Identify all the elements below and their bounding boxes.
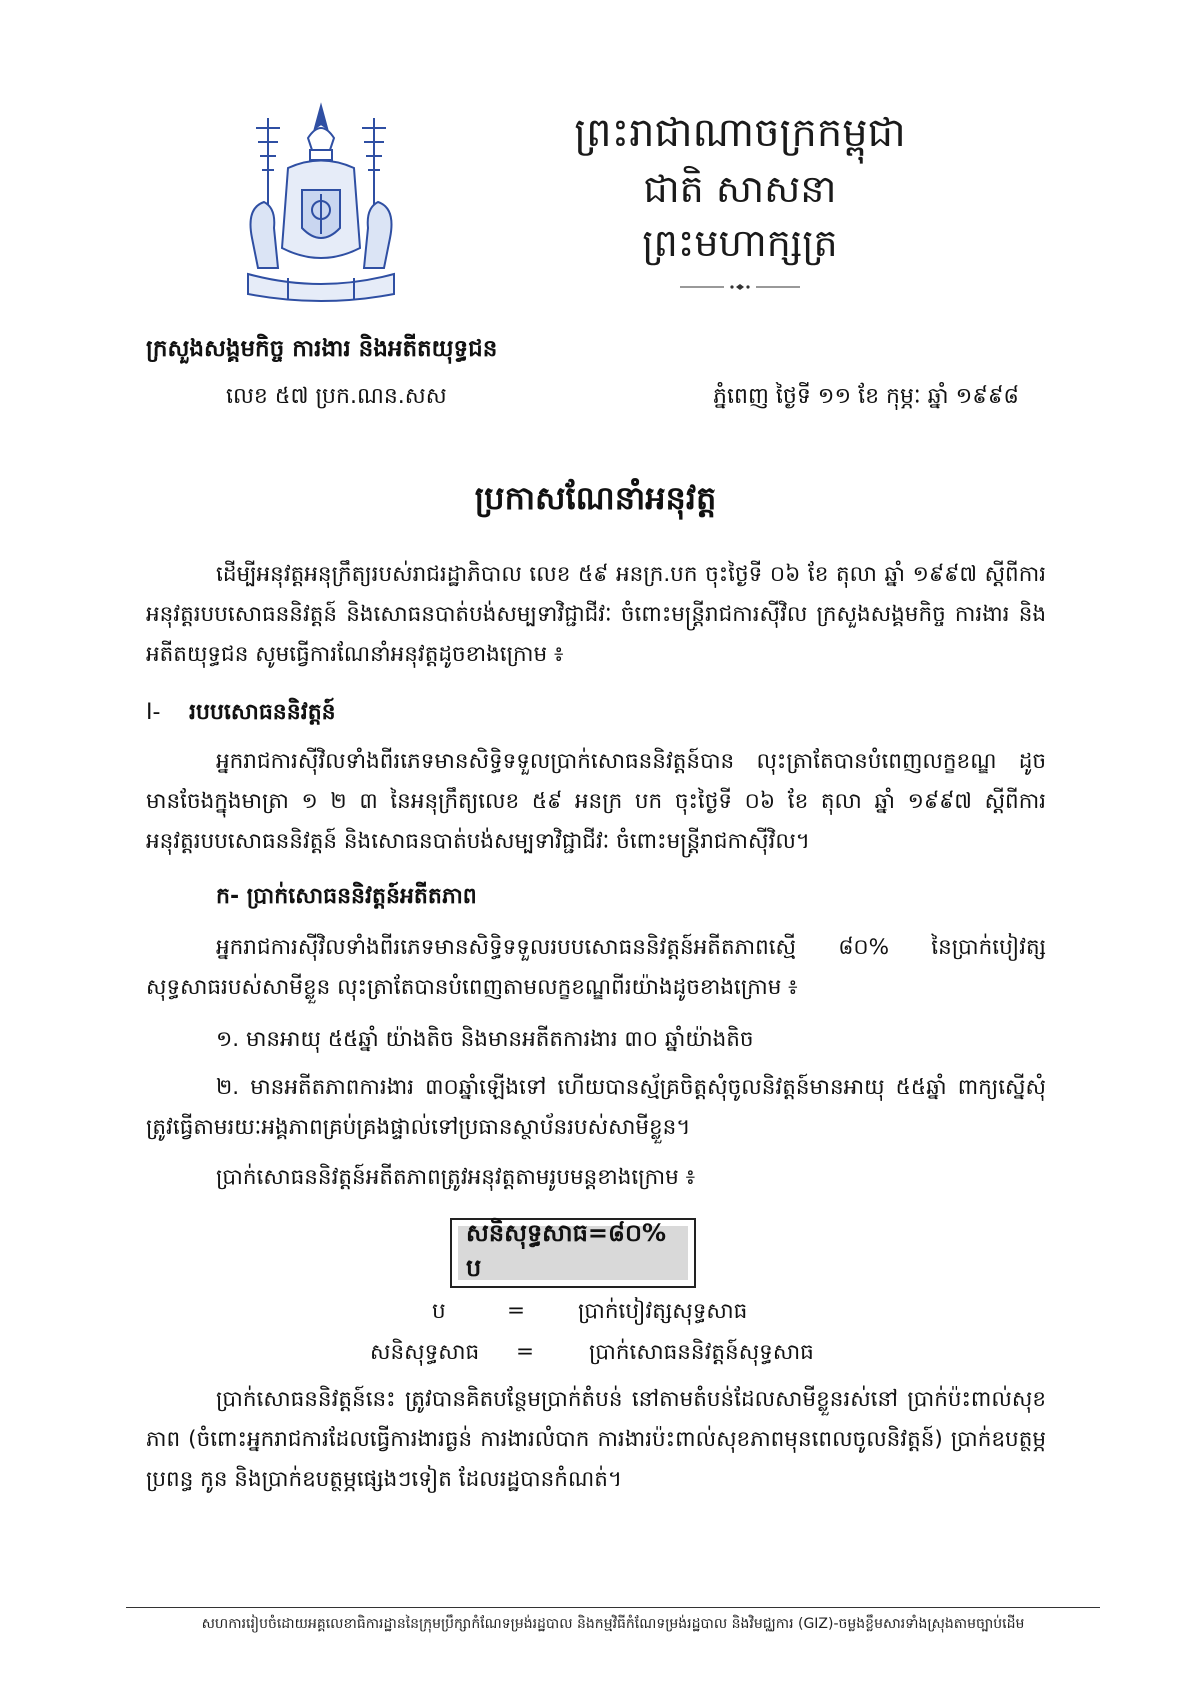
royal-coat-of-arms-icon xyxy=(228,98,414,308)
definition-equals: = xyxy=(516,1339,535,1364)
issue-date: ភ្នំពេញ ថ្ងៃទី ១១ ខែ កុម្ភៈ ឆ្នាំ ១៩៩៨ xyxy=(713,384,1019,409)
section-paragraph: អ្នករាជការស៊ីវិលទាំងពីរភេទមានសិទ្ធិទទួលប្រាក់សោធននិវត្តន៍បាន លុះត្រាតែបានបំពេញលក្ខខណ្ឌ ដូចមានចែងក្នុងមាត្រា ១ ២ ៣ នៃអនុក្រឹត្យលេខ ៥៩ អនក្រ បក ចុះថ្ងៃទី ០៦ ខែ តុលា ឆ្នាំ ១៩៩៧ ស្តីពីការអនុវត្តរបបសោធននិវត្តន៍ និងសោធនបាត់បង់សម្បទាវិជ្ជាជីវៈ ចំពោះមន្ត្រីរាជកាស៊ីវិល។ xyxy=(146,749,1046,854)
subsection-paragraph: អ្នករាជការស៊ីវិលទាំងពីរភេទមានសិទ្ធិទទួលរបបសោធននិវត្តន៍អតីតភាពស្មើ ៨០% នៃប្រាក់បៀវត្សសុទ្ធសាធរបស់សាមីខ្លួន លុះត្រាតែបានបំពេញតាមលក្ខខណ្ឌពីរយ៉ាងដូចខាងក្រោម ៖ xyxy=(146,935,1046,1000)
footer-note: សហការរៀបចំដោយអគ្គលេខាធិការដ្ឋាននៃក្រុមប្រឹក្សាកំណែទម្រង់រដ្ឋបាល និងកម្មវិធីកំណែទម្រង់រដ្ឋបាល និងវិមជ្ឈការ (GIZ)-ចម្លងខ្លឹមសារទាំងស្រុងតាមច្បាប់ដើម xyxy=(201,1616,1025,1632)
kingdom-name: ព្រះរាជាណាចក្រកម្ពុជា xyxy=(574,110,906,156)
ministry-name: ក្រសួងសង្គមកិច្ច ការងារ និងអតីតយុទ្ធជន xyxy=(146,336,498,362)
divider-ornament-icon xyxy=(680,282,800,292)
closing-paragraph: ប្រាក់សោធននិវត្តន៍នេះ ត្រូវបានគិតបន្ថែមប្រាក់តំបន់ នៅតាមតំបន់ដែលសាមីខ្លួនរស់នៅ ប្រាក់ប៉ះពាល់សុខភាព (ចំពោះអ្នករាជការដែលធ្វើការងារធ្ងន់ ការងារលំបាក ការងារប៉ះពាល់សុខភាពមុនពេលចូលនិវត្តន៍) ប្រាក់ឧបត្ថម្ភប្រពន្ធ កូន និងប្រាក់ឧបត្ថម្ភផ្សេងៗទៀត ដែលរដ្ឋបានកំណត់។ xyxy=(146,1387,1046,1492)
definition-equals: = xyxy=(507,1298,526,1323)
definition-meaning: ប្រាក់បៀវត្សសុទ្ធសាធ xyxy=(578,1299,748,1324)
header-block xyxy=(540,104,940,292)
definition-symbol: សនិសុទ្ធសាធ xyxy=(370,1340,480,1365)
condition-item-2: ២. មានអតីតភាពការងារ ៣០ឆ្នាំឡើងទៅ ហើយបានស្ម័គ្រចិត្តសុំចូលនិវត្តន៍មានអាយុ ៥៥ឆ្នាំ ពាក្យស្នើសុំត្រូវធ្វើតាមរយៈអង្គភាពគ្រប់គ្រងផ្ទាល់ទៅប្រធានស្ថាប័នរបស់សាមីខ្លួន។ xyxy=(146,1075,1046,1140)
footer-divider xyxy=(126,1607,1100,1608)
condition-item-1: ១. មានអាយុ ៥៥ឆ្នាំ យ៉ាងតិច និងមានអតីតការងារ ៣០ ឆ្នាំយ៉ាងតិច xyxy=(216,1027,754,1052)
definition-symbol: ប xyxy=(432,1299,446,1324)
section-label: របបសោធននិវត្តន៍ xyxy=(189,700,336,725)
formula-intro: ប្រាក់សោធននិវត្តន៍អតីតភាពត្រូវអនុវត្តតាមរូបមន្តខាងក្រោម ៖ xyxy=(216,1165,696,1190)
definition-meaning: ប្រាក់សោធននិវត្តន៍សុទ្ធសាធ xyxy=(589,1340,814,1365)
document-title: ប្រកាសណែនាំអនុវត្ត xyxy=(474,479,717,517)
reference-number: លេខ ៥៧ ប្រក.ណន.សស xyxy=(226,384,447,409)
national-motto: ជាតិ សាសនា ព្រះមហាក្សត្រ xyxy=(642,167,838,265)
section-number: I- xyxy=(146,700,161,725)
subsection-heading: ក- ប្រាក់សោធននិវត្តន៍អតីតភាព xyxy=(216,884,477,909)
formula-box xyxy=(450,1218,696,1288)
intro-paragraph: ដើម្បីអនុវត្តអនុក្រឹត្យរបស់រាជរដ្ឋាភិបាល លេខ ៥៩ អនក្រ.បក ចុះថ្ងៃទី ០៦ ខែ តុលា ឆ្នាំ ១៩៩៧ ស្តីពីការអនុវត្តរបបសោធននិវត្តន៍ និងសោធនបាត់បង់សម្បទាវិជ្ជាជីវៈ ចំពោះមន្ត្រីរាជការស៊ីវិល ក្រសួងសង្គមកិច្ច ការងារ និងអតីតយុទ្ធជន សូមធ្វើការណែនាំអនុវត្តដូចខាងក្រោម ៖ xyxy=(146,562,1046,667)
formula-text: សនិសុទ្ធសាធ=៨០% ប xyxy=(458,1226,688,1280)
section-heading xyxy=(146,698,336,730)
